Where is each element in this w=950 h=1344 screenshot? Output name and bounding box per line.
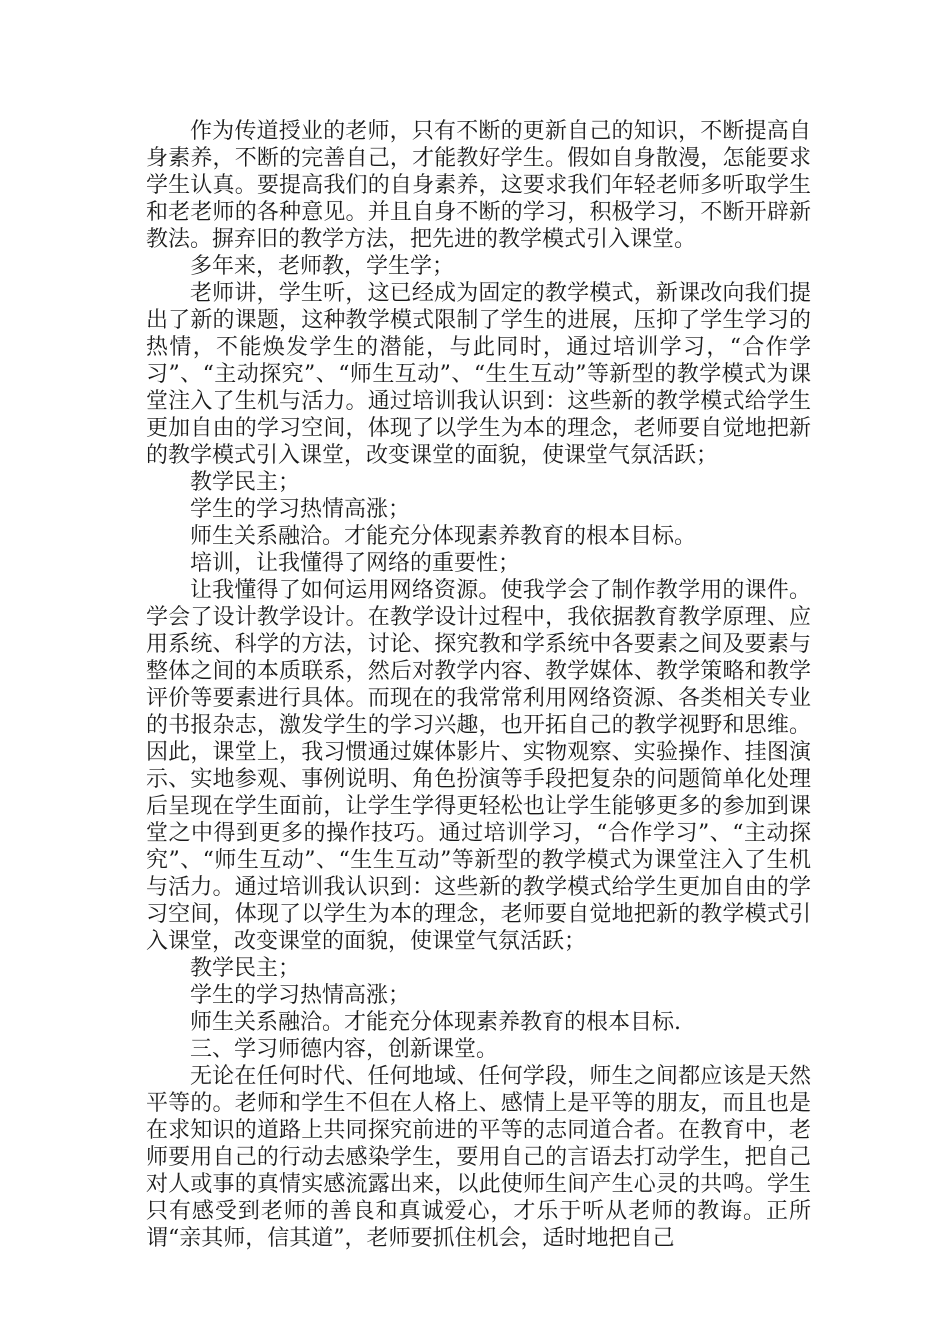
paragraph: 师生关系融洽。才能充分体现素养教育的根本目标。 (190, 524, 697, 549)
paragraph: 师生关系融洽。才能充分体现素养教育的根本目标. (190, 1010, 681, 1035)
paragraph: 学生的学习热情高涨； (190, 497, 411, 522)
paragraph: 教学民主； (190, 470, 301, 495)
paragraph: 教学民主； (190, 956, 301, 981)
paragraph: 作为传道授业的老师，只有不断的更新自己的知识，不断提高自身素养，不断的完善自己，才能教好学生。假如自身散漫，怎能要求学生认真。要提高我们的自身素养，这要求我们年轻老师多听取学生和老老师的各种意见。并且自身不断的学习，积极学习，不断开辟新教法。摒弃旧的教学方法，把先进的教学模式引入课堂。 (146, 119, 811, 252)
paragraph: 学生的学习热情高涨； (190, 983, 411, 1008)
paragraph: 让我懂得了如何运用网络资源。使我学会了制作教学用的课件。学会了设计教学设计。在教学设计过程中，我依据教育教学原理、应用系统、科学的方法，讨论、探究教和学系统中各要素之间及要素与整体之间的本质联系，然后对教学内容、教学媒体、教学策略和教学评价等要素进行具体。而现在的我常常利用网络资源、各类相关专业的书报杂志，激发学生的学习兴趣，也开拓自己的教学视野和思维。因此，课堂上，我习惯通过媒体影片、实物观察、实验操作、挂图演示、实地参观、事例说明、角色扮演等手段把复杂的问题简单化处理后呈现在学生面前，让学生学得更轻松也让学生能够更多的参加到课堂之中得到更多的操作技巧。通过培训学习，“合作学习”、“主动探究”、“师生互动”、“生生互动”等新型的教学模式为课堂注入了生机与活力。通过培训我认识到：这些新的教学模式给学生更加自由的学习空间，体现了以学生为本的理念，老师要自觉地把新的教学模式引入课堂，改变课堂的面貌，使课堂气氛活跃； (146, 578, 811, 954)
paragraph: 多年来，老师教，学生学； (190, 254, 455, 279)
paragraph: 老师讲，学生听，这已经成为固定的教学模式，新课改向我们提出了新的课题，这种教学模式限制了学生的进展，压抑了学生学习的热情，不能焕发学生的潜能，与此同时，通过培训学习，“合作学习”、“主动探究”、“师生互动”、“生生互动”等新型的教学模式为课堂注入了生机与活力。通过培训我认识到：这些新的教学模式给学生更加自由的学习空间，体现了以学生为本的理念，老师要自觉地把新的教学模式引入课堂，改变课堂的面貌，使课堂气氛活跃； (146, 281, 811, 468)
paragraph: 培训，让我懂得了网络的重要性； (190, 551, 521, 576)
section-heading: 三、学习师德内容，创新课堂。 (190, 1037, 499, 1062)
document-body (146, 118, 811, 1252)
paragraph: 无论在任何时代、任何地域、任何学段，师生之间都应该是天然平等的。老师和学生不但在人格上、感情上是平等的朋友，而且也是在求知识的道路上共同探究前进的平等的志同道合者。在教育中，老师要用自己的行动去感染学生，要用自己的言语去打动学生，把自己对人或事的真情实感流露出来，以此使师生间产生心灵的共鸣。学生只有感受到老师的善良和真诚爱心，才乐于听从老师的教诲。正所谓“亲其师，信其道”，老师要抓住机会，适时地把自己 (146, 1064, 811, 1251)
